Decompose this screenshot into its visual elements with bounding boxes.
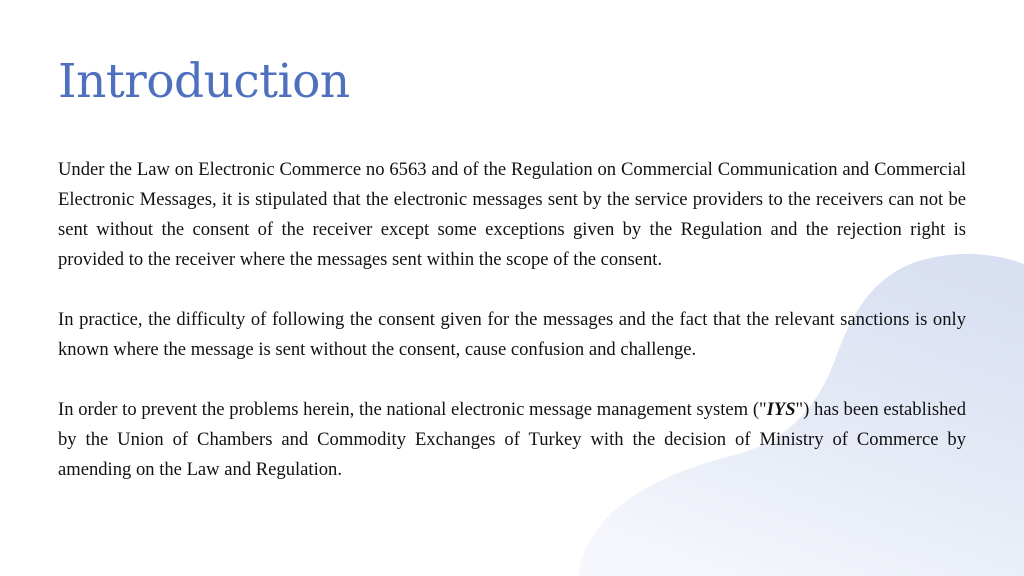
paragraph-3 (58, 395, 966, 485)
paragraph-1: Under the Law on Electronic Commerce no 6563 and of the Regulation on Commercial Communication and Commercial Electronic Messages, it is stipulated that the electronic messages sent by the service providers to the receivers can not be sent without the consent of the receiver except some exceptions given by the Regulation and the rejection right is provided to the receiver where the messages sent within the scope of the consent. (58, 159, 966, 270)
paragraph-3-before: In order to prevent the problems herein, the national electronic message management system (" (58, 399, 767, 420)
body-text (58, 155, 966, 485)
paragraph-3-after: ") has been established by the Union of Chambers and Commodity Exchanges of Turkey with the decision of Ministry of Commerce by amending on the Law and Regulation. (58, 399, 966, 480)
paragraph-2: In practice, the difficulty of following the consent given for the messages and the fact that the relevant sanctions is only known where the message is sent without the consent, cause confusion and challenge. (58, 309, 966, 360)
iys-acronym: IYS (766, 399, 796, 420)
page-title: Introduction (58, 54, 350, 109)
